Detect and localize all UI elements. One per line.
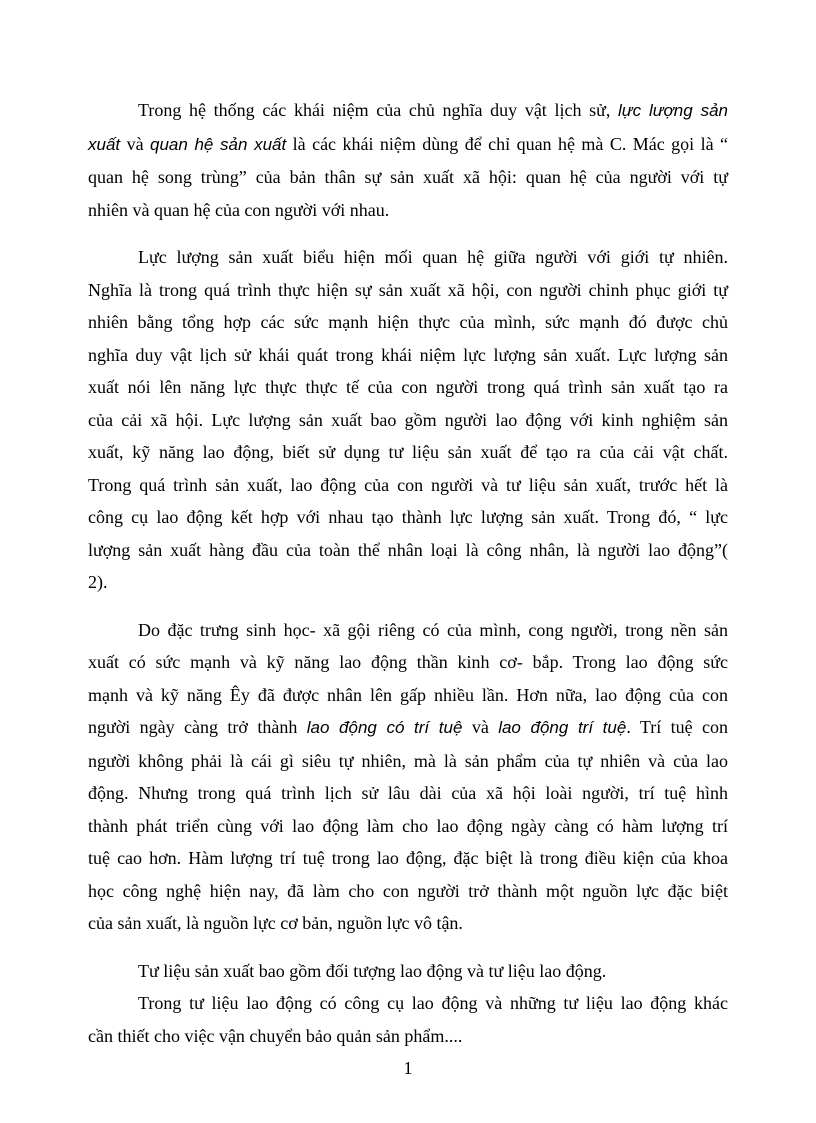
text-run: Do đặc trưng sinh học- xã gội riêng có của mình, cong người, trong nền sản (138, 619, 728, 640)
text-run: . Trí tuệ con (626, 717, 729, 737)
italic-term: quan hệ sản xuất (150, 134, 287, 154)
text-run: xuất, kỹ năng lao động, biết sử dụng tư liệu sản xuất để tạo ra của cải vật chất. (88, 442, 728, 462)
paragraph (88, 955, 728, 988)
text-run: của sản xuất, là nguồn lực cơ bản, nguồn lực vô tận. (88, 913, 463, 933)
text-run: nhiên bằng tổng hợp các sức mạnh hiện thực của mình, sức mạnh đó được chủ (88, 312, 728, 332)
text-line (88, 241, 728, 274)
text-run: công cụ lao động kết hợp với nhau tạo thành lực lượng sản xuất. Trong đó, “ lực (88, 507, 728, 527)
text-run: người ngày càng trở thành (88, 717, 307, 737)
text-line (88, 679, 728, 712)
text-run: cần thiết cho việc vận chuyển bảo quản sản phẩm.... (88, 1025, 463, 1046)
text-line (88, 646, 728, 679)
text-line (88, 987, 728, 1020)
text-line (88, 274, 728, 307)
italic-term: xuất (88, 134, 121, 154)
text-run: tuệ cao hơn. Hàm lượng trí tuệ trong lao động, đặc biệt là trong điều kiện của khoa (88, 848, 728, 868)
text-run: nghĩa duy vật lịch sử khái quát trong khái niệm lực lượng sản xuất. Lực lượng sản (88, 344, 728, 365)
text-line (88, 469, 728, 502)
italic-term: lao động có trí tuệ (306, 718, 463, 737)
text-run: Trong hệ thống các khái niệm của chủ nghĩa duy vật lịch sử, (138, 100, 619, 120)
text-run: Tư liệu sản xuất bao gồm đối tượng lao động và tư liệu lao động. (138, 960, 607, 981)
text-line (88, 404, 728, 437)
text-line (88, 436, 728, 469)
text-run: mạnh và kỹ năng Êy đã được nhân lên gấp nhiều lần. Hơn nữa, lao động của con (88, 684, 728, 705)
text-run: xuất có sức mạnh và kỹ năng lao động thần kinh cơ- bắp. Trong lao động sức (88, 652, 728, 672)
text-line (88, 875, 728, 908)
paragraph (88, 614, 728, 940)
text-line (88, 745, 728, 778)
text-line (88, 501, 728, 534)
text-run: người không phải là cái gì siêu tự nhiên, mà là sản phẩm của tự nhiên và của lao (88, 750, 728, 771)
text-run: Nghĩa là trong quá trình thực hiện sự sản xuất xã hội, con người chinh phục giới tự (88, 279, 728, 300)
text-run: 2). (88, 572, 108, 592)
text-line (88, 94, 728, 128)
text-line (88, 777, 728, 810)
text-run: lượng sản xuất hàng đầu của toàn thể nhân loại là công nhân, là người lao động”( (88, 539, 728, 560)
text-line (88, 711, 728, 745)
text-line (88, 128, 728, 162)
text-run: xuất nói lên năng lực thực thực tế của con người trong quá trình sản xuất tạo ra (88, 377, 728, 397)
text-run: học công nghệ hiện nay, đã làm cho con người trở thành một nguồn lực đặc biệt (88, 880, 728, 901)
paragraph (88, 94, 728, 226)
text-line (88, 566, 728, 599)
text-line (88, 306, 728, 339)
text-line (88, 161, 728, 194)
paragraph (88, 987, 728, 1052)
italic-term: lao động trí tuệ (498, 718, 627, 737)
text-line (88, 1020, 728, 1053)
text-run: nhiên và quan hệ của con người với nhau. (88, 199, 390, 220)
text-run: quan hệ song trùng” của bản thân sự sản xuất xã hội: quan hệ của người với tự (88, 167, 728, 187)
text-run: là các khái niệm dùng để chỉ quan hệ mà C. Mác gọi là “ (286, 133, 729, 154)
text-line (88, 810, 728, 843)
text-run: của cải xã hội. Lực lượng sản xuất bao gồm người lao động với kinh nghiệm sản (88, 409, 728, 430)
text-line (88, 534, 728, 567)
text-run: và (120, 133, 150, 154)
text-run: động. Nhưng trong quá trình lịch sử lâu dài của xã hội loài người, trí tuệ hình (88, 783, 728, 803)
text-run: Lực lượng sản xuất biểu hiện mối quan hệ giữa người với giới tự nhiên. (138, 247, 728, 267)
text-line (88, 194, 728, 227)
text-line (88, 955, 728, 988)
text-line (88, 339, 728, 372)
text-run: thành phát triển cùng với lao động làm cho lao động ngày càng có hàm lượng trí (88, 815, 728, 836)
text-run: Trong quá trình sản xuất, lao động của con người và tư liệu sản xuất, trước hết là (88, 474, 728, 495)
text-run: Trong tư liệu lao động có công cụ lao động và những tư liệu lao động khác (138, 993, 728, 1013)
italic-term: lực lượng sản (618, 101, 728, 120)
text-line (88, 842, 728, 875)
page-number: 1 (403, 1058, 413, 1078)
text-run: và (462, 717, 499, 737)
text-line (88, 907, 728, 940)
text-line (88, 614, 728, 647)
text-line (88, 371, 728, 404)
document-body (88, 94, 728, 1067)
paragraph (88, 241, 728, 599)
